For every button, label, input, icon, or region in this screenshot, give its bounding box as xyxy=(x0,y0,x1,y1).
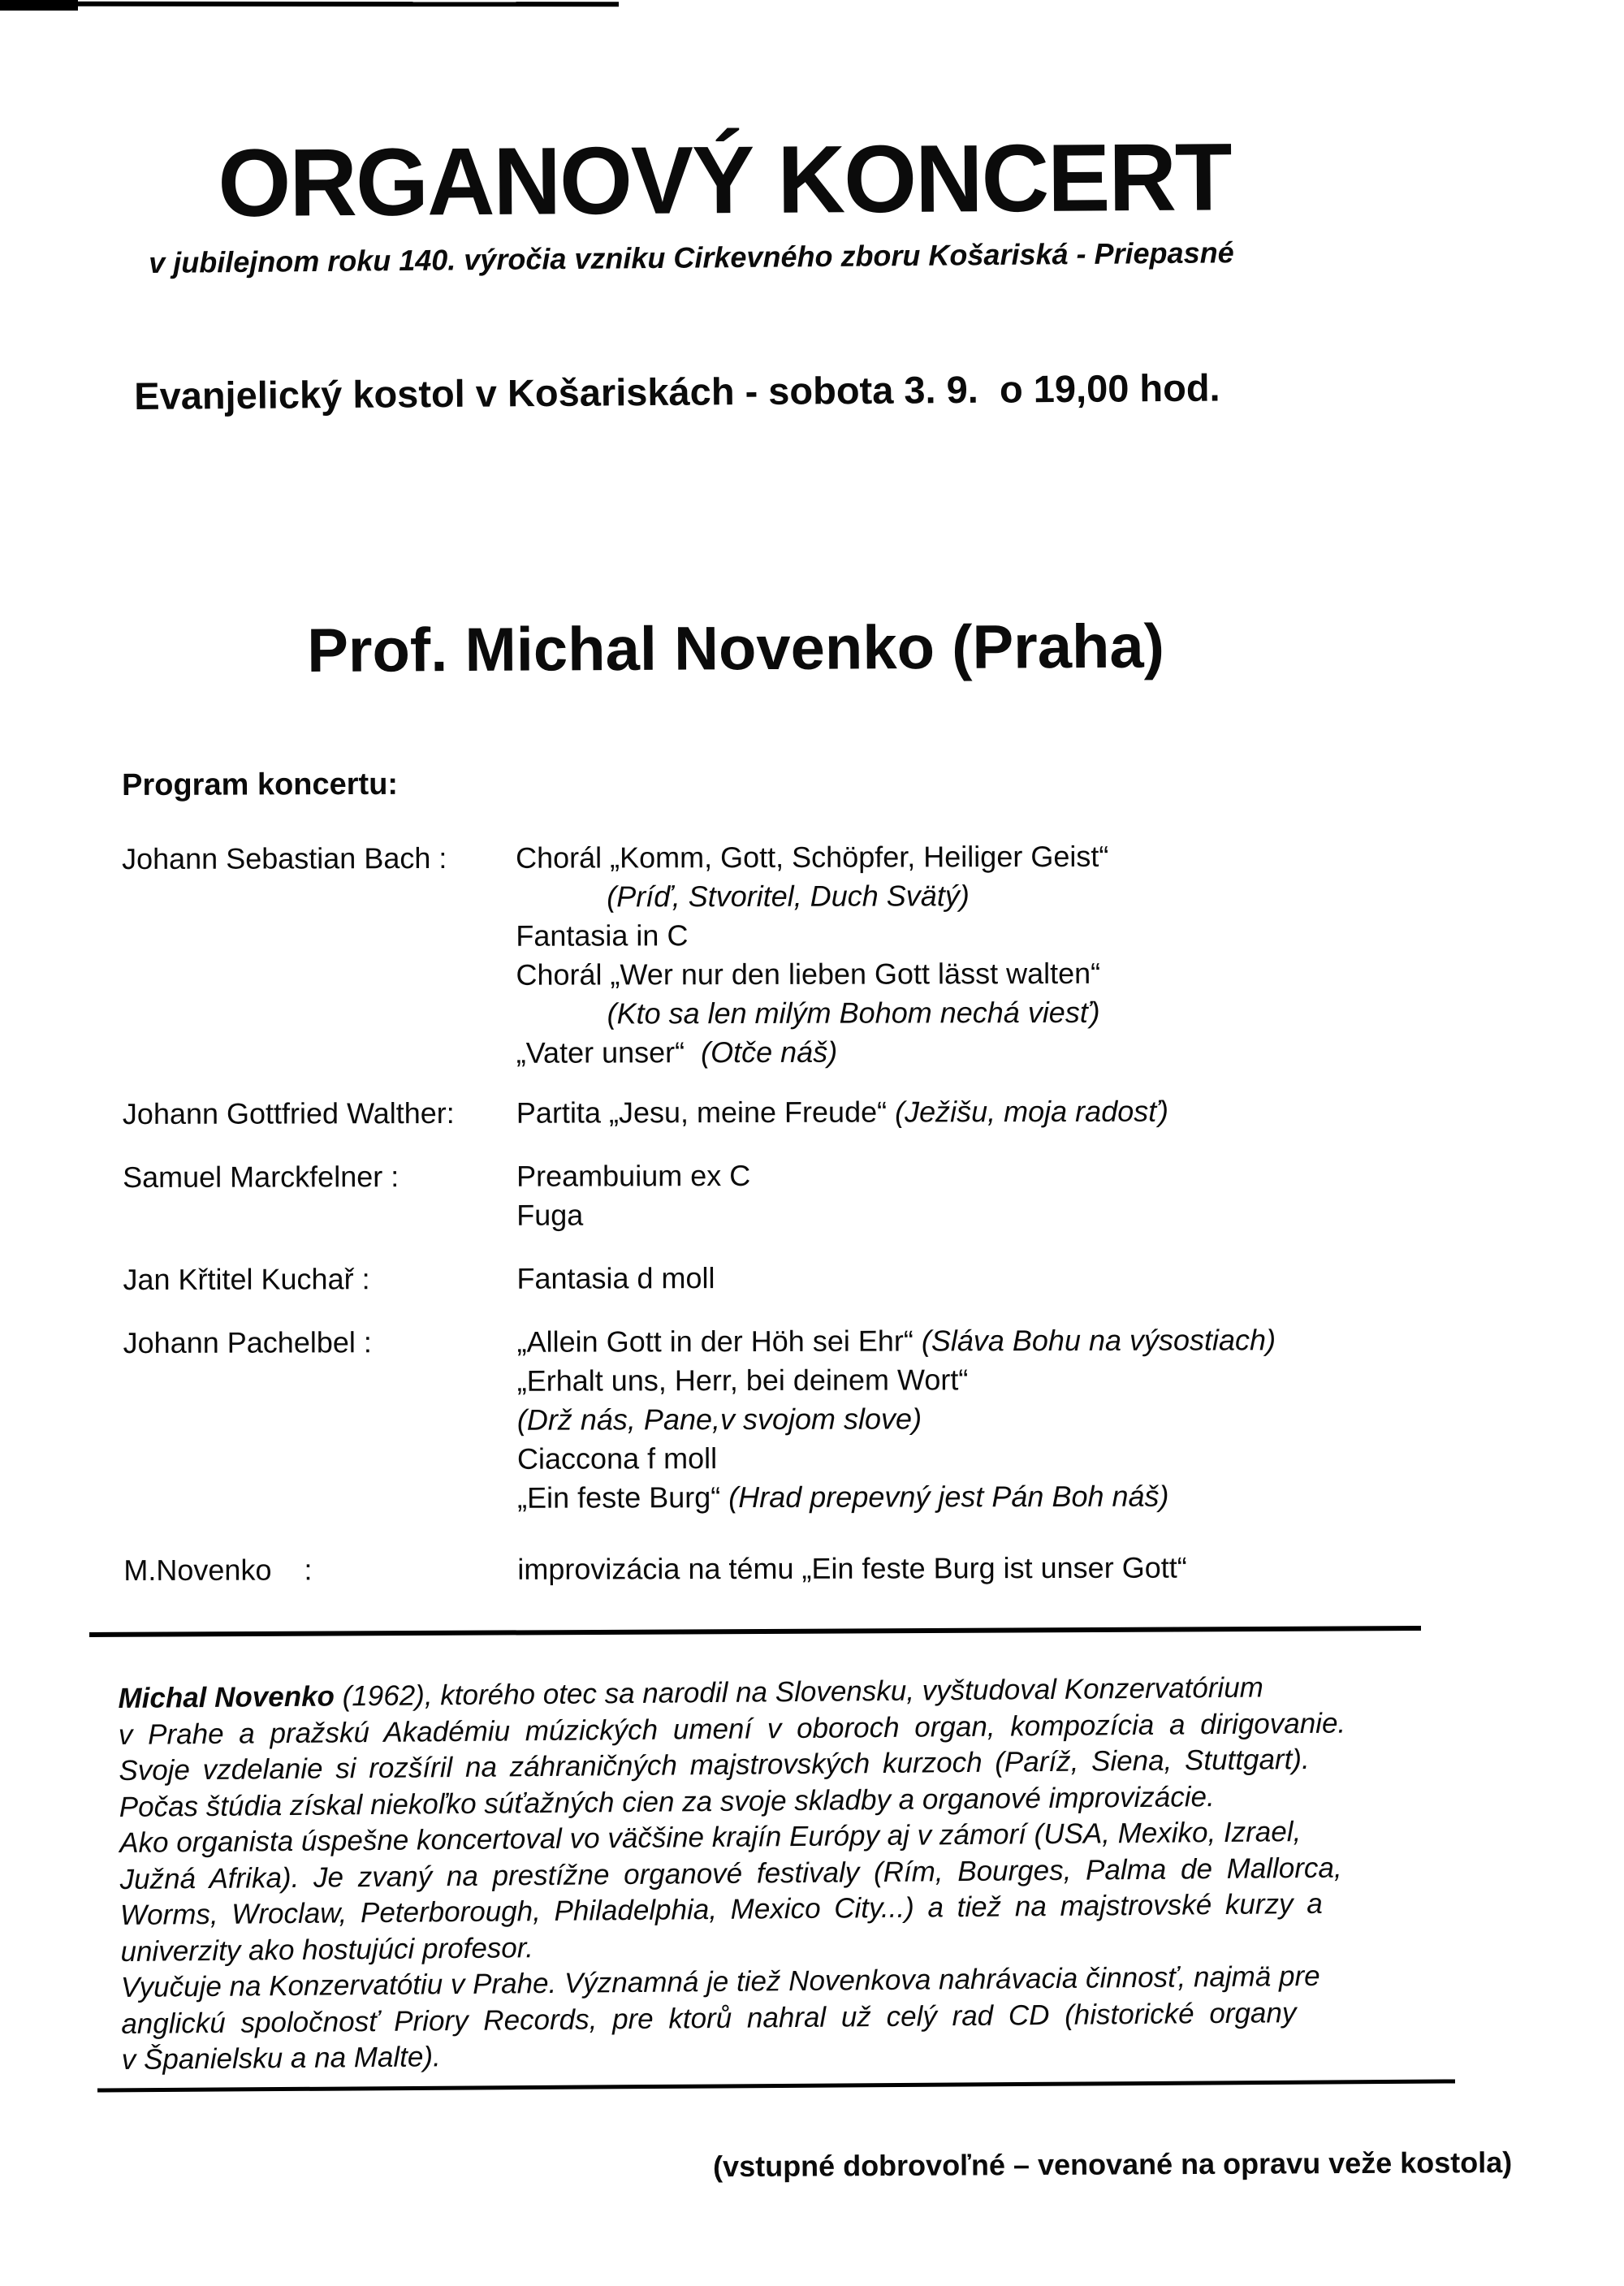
program-piece-list xyxy=(516,836,1503,1073)
piece-translation: (Otče náš) xyxy=(701,1035,838,1070)
program-piece-line xyxy=(517,1548,1504,1589)
piece-title: Partita „Jesu, meine Freude“ xyxy=(516,1095,896,1130)
bio-text: Svoje vzdelanie si rozšíril na záhraničných majstrovských kurzoch (Paríž, Siena, Stuttgart). xyxy=(119,1743,1310,1787)
venue-date-line: Evanjelický kostol v Košariskách - sobota 3. 9. o 19,00 hod. xyxy=(134,365,1220,417)
piece-title: „Allein Gott in der Höh sei Ehr“ xyxy=(516,1324,922,1359)
bio-text: Počas štúdia získal niekoľko súťažných cien za svoje skladby a organové improvizácie. xyxy=(119,1780,1215,1823)
piece-translation: (Ježišu, moja radosť) xyxy=(895,1094,1168,1129)
piece-title: „Erhalt uns, Herr, bei deinem Wort“ xyxy=(516,1363,969,1398)
program-entry xyxy=(123,1257,1503,1299)
bio-text: v Prahe a pražskú Akadémiu múzických umení v oboroch organ, kompozícia a dirigovanie. xyxy=(118,1707,1346,1751)
program-piece-line xyxy=(516,875,1502,917)
program-heading: Program koncertu: xyxy=(122,767,399,802)
piece-title: Fuga xyxy=(516,1198,584,1232)
program-piece-line xyxy=(517,1398,1504,1440)
program-piece-list xyxy=(517,1548,1504,1589)
piece-title: „Vater unser“ xyxy=(516,1035,702,1070)
piece-title: Chorál „Komm, Gott, Schöpfer, Heiliger Geist“ xyxy=(516,839,1109,875)
scan-artifact-bar-thin xyxy=(73,2,619,7)
piece-title: Ciaccona f moll xyxy=(516,1441,718,1476)
piece-title: Chorál „Wer nur den lieben Gott lässt walten“ xyxy=(516,956,1101,992)
piece-title: improvizácia na tému „Ein feste Burg ist unser Gott“ xyxy=(517,1550,1187,1586)
program-entry xyxy=(123,1091,1503,1134)
program-piece-line xyxy=(517,1320,1504,1362)
program-piece-list xyxy=(516,1091,1503,1133)
piece-title: Fantasia in C xyxy=(516,918,689,953)
bio-text: v Španielsku a na Malte). xyxy=(121,2041,441,2076)
jubilee-subtitle: v jubilejnom roku 140. výročia vzniku Cirkevného zboru Košariská - Priepasné xyxy=(149,236,1234,279)
piece-translation: (Hrad prepevný jest Pán Boh náš) xyxy=(728,1479,1169,1515)
piece-translation: (Kto sa len milým Bohom nechá viesť) xyxy=(607,995,1100,1031)
program-entry xyxy=(123,1548,1504,1590)
piece-title: Preambuium ex C xyxy=(516,1158,751,1193)
program-piece-line xyxy=(516,1031,1503,1073)
program-piece-line xyxy=(516,1091,1503,1133)
bio-text: anglickú spoločnosť Priory Records, pre ktorů nahral už celý rad CD (historické organy xyxy=(121,1996,1297,2040)
bio-text: univerzity ako hostujúci profesor. xyxy=(120,1931,534,1968)
program-piece-line xyxy=(516,953,1502,995)
piece-translation: (Sláva Bohu na výsostiach) xyxy=(921,1323,1276,1358)
program-piece-line xyxy=(516,1257,1503,1299)
bio-text: Vyučuje na Konzervatótiu v Prahe. Významná je tiež Novenkova nahrávacia činnosť, najmä pre xyxy=(120,1960,1320,2004)
program-piece-line xyxy=(516,992,1503,1034)
admission-note: (vstupné dobrovoľné – venované na opravu veže kostola) xyxy=(712,2146,1513,2184)
bio-paragraph xyxy=(118,1668,1470,2078)
bio-lead-name: Michal Novenko xyxy=(118,1680,335,1715)
program-piece-line xyxy=(517,1359,1504,1401)
divider-line-bottom xyxy=(97,2079,1455,2092)
program-piece-line xyxy=(517,1476,1504,1518)
program-entry xyxy=(123,1320,1505,1519)
program-piece-list xyxy=(516,1155,1503,1235)
program-composer: Jan Křtitel Kuchař : xyxy=(123,1262,370,1296)
program-entry xyxy=(123,1155,1503,1236)
program-piece-line xyxy=(517,1437,1504,1479)
program-composer: Johann Gottfried Walther: xyxy=(122,1095,455,1130)
piece-translation: (Drž nás, Pane,v svojom slove) xyxy=(516,1402,922,1437)
program-piece-line xyxy=(516,836,1502,878)
bio-text: Worms, Wroclaw, Peterborough, Philadelphia, Mexico City...) a tiež na majstrovské kurzy a xyxy=(119,1887,1323,1932)
piece-translation: (Príď, Stvoritel, Duch Svätý) xyxy=(607,879,970,914)
page-title: ORGANOVÝ KONCERT xyxy=(218,123,1231,237)
bio-text: (1962), ktorého otec sa narodil na Slovensku, vyštudoval Konzervatórium xyxy=(334,1671,1264,1713)
program-composer: Johann Sebastian Bach : xyxy=(122,841,447,875)
piece-title: Fantasia d moll xyxy=(516,1261,715,1295)
bio-text: Ako organista úspešne koncertoval vo väčšine krajín Európy aj v zámorí (USA, Mexiko, Izrael, xyxy=(119,1816,1302,1860)
program-piece-line xyxy=(516,1155,1503,1196)
program-piece-line xyxy=(516,1194,1503,1235)
program-composer: Samuel Marckfelner : xyxy=(123,1160,400,1194)
program-piece-list xyxy=(516,1257,1503,1299)
program-list xyxy=(122,836,1504,1614)
program-composer: Johann Pachelbel : xyxy=(123,1325,372,1359)
piece-title: „Ein feste Burg“ xyxy=(517,1480,729,1515)
program-piece-line xyxy=(516,914,1502,956)
divider-line-top xyxy=(89,1626,1421,1637)
scan-artifact-bar-thick xyxy=(0,0,78,11)
program-entry xyxy=(122,836,1503,1074)
bio-text: Južná Afrika). Je zvaný na prestížne organové festivaly (Rím, Bourges, Palma de Mallorca, xyxy=(119,1852,1342,1895)
performer-name: Prof. Michal Novenko (Praha) xyxy=(307,611,1165,685)
program-piece-list xyxy=(517,1320,1505,1518)
program-composer: M.Novenko : xyxy=(123,1553,313,1587)
